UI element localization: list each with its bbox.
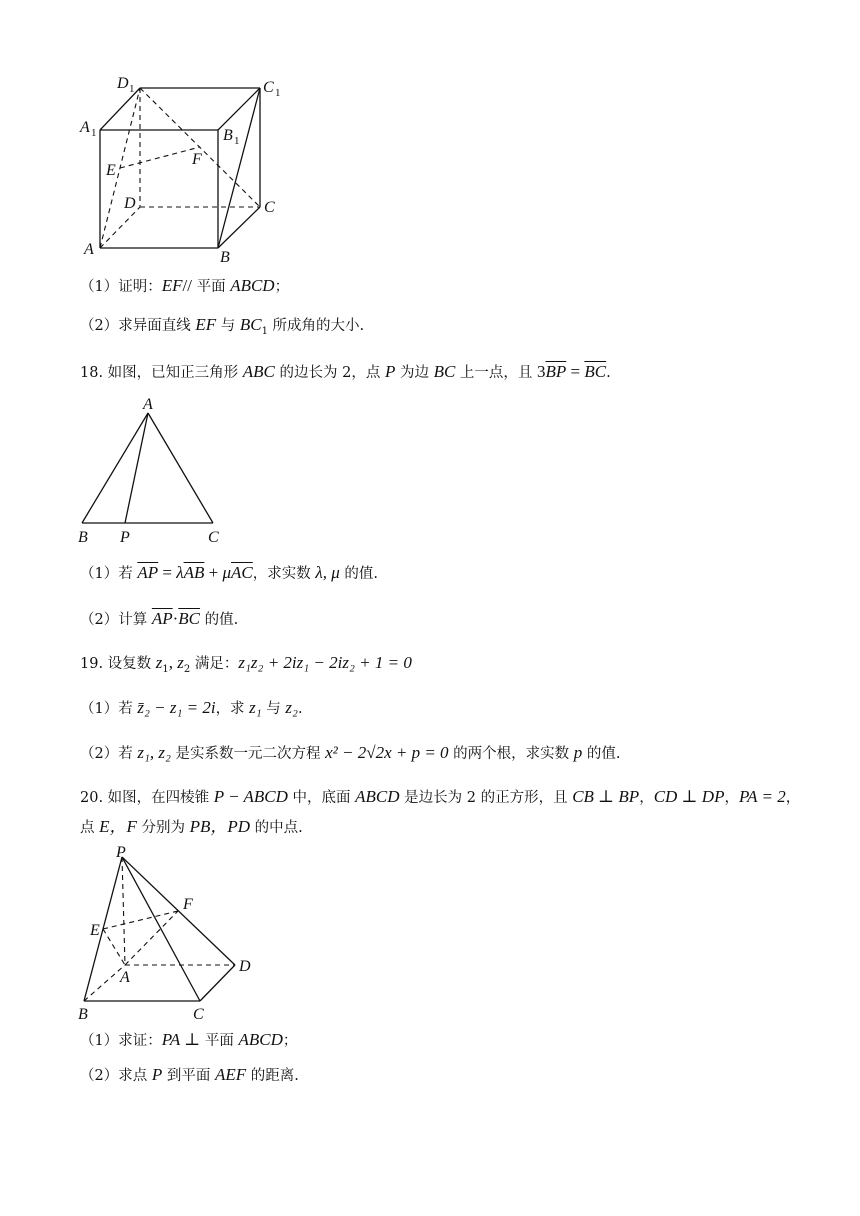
label-B: B bbox=[220, 249, 230, 266]
q19-part2: （2）若 z₁, z₂ 是实系数一元二次方程 x² − 2√2x + p = 0 的两个根，求实数 p 的值. bbox=[80, 743, 621, 762]
label-B: B bbox=[78, 1006, 88, 1023]
label-B1: B bbox=[223, 127, 233, 144]
label-A: A bbox=[84, 241, 94, 258]
q20-part2: （2）求点 P 到平面 AEF 的距离. bbox=[80, 1065, 299, 1084]
label-F: F bbox=[192, 151, 202, 168]
cube-figure bbox=[70, 70, 300, 270]
pyramid-figure bbox=[70, 843, 270, 1023]
label-D1: D bbox=[117, 75, 129, 92]
label-C: C bbox=[208, 529, 219, 546]
svg-text:1: 1 bbox=[91, 127, 97, 139]
q20-part1: （1）求证：PA ⊥ 平面 ABCD； bbox=[80, 1030, 298, 1049]
label-C1: C bbox=[263, 79, 274, 96]
svg-text:1: 1 bbox=[234, 135, 240, 147]
label-B: B bbox=[78, 529, 88, 546]
label-P: P bbox=[120, 529, 130, 546]
label-D: D bbox=[239, 958, 251, 975]
svg-text:1: 1 bbox=[129, 83, 135, 95]
label-E: E bbox=[90, 922, 100, 939]
q18-part1: （1）若 $\overline{AP} = \lambda\overline{AB} + \mu\overline{AC}$，求实数 λ, μ 的值. bbox=[80, 563, 378, 582]
label-C: C bbox=[193, 1006, 204, 1023]
triangle-figure bbox=[70, 395, 250, 550]
label-C: C bbox=[264, 199, 275, 216]
label-A1: A bbox=[80, 119, 90, 136]
label-A: A bbox=[143, 396, 153, 413]
label-D: D bbox=[124, 195, 136, 212]
svg-text:1: 1 bbox=[275, 87, 281, 99]
label-A: A bbox=[120, 969, 130, 986]
q17-part2: （2）求异面直线 EF 与 $BC_1$ 所成角的大小. bbox=[80, 315, 365, 337]
label-F: F bbox=[183, 896, 193, 913]
q18-stem: 18. 如图，已知正三角形 ABC 的边长为 2，点 P 为边 BC 上一点，且 $3\overline{BP} = \overline{BC}$. bbox=[80, 362, 611, 381]
label-P: P bbox=[116, 844, 126, 861]
label-E: E bbox=[106, 162, 116, 179]
q20-stem-line1: 20. 如图，在四棱锥 P − ABCD 中，底面 ABCD 是边长为 2 的正方形，且 CB ⊥ BP，CD ⊥ DP，PA = 2， bbox=[80, 787, 801, 806]
q19-part1: （1）若 z̄₂ − z₁ = 2i，求 z₁ 与 z₂. bbox=[80, 698, 303, 717]
q20-stem-line2: 点 E，F 分别为 PB，PD 的中点. bbox=[80, 817, 303, 836]
q18-part2: （2）计算 $\overline{AP}\cdot\overline{BC}$ 的值. bbox=[80, 609, 239, 628]
q19-stem: 19. 设复数 $z_1$, $z_2$ 满足：z₁z₂ + 2iz₁ − 2iz₂ + 1 = 0 bbox=[80, 653, 412, 675]
q17-part1: （1）证明：EF// 平面 ABCD； bbox=[80, 276, 290, 295]
